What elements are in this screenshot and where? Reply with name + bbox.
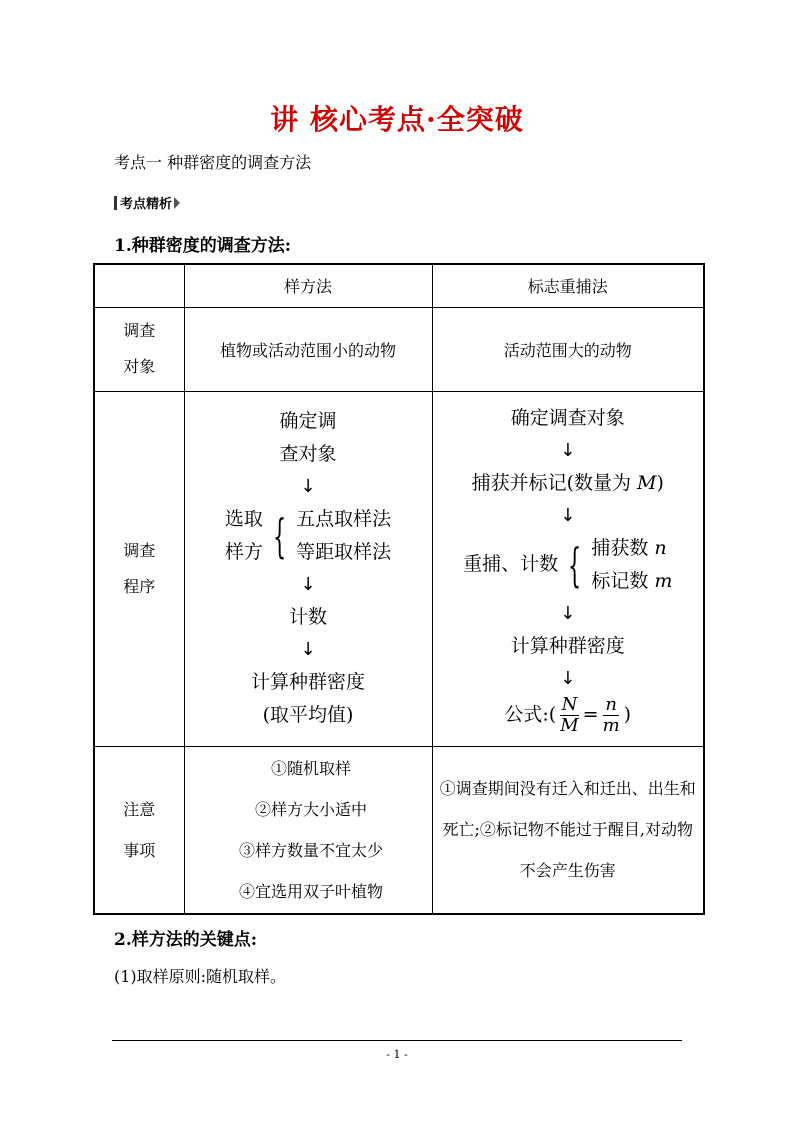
badge-arrow-icon — [174, 197, 180, 209]
down-arrow-icon: ↓ — [300, 476, 316, 497]
recapture-counts: 重捕、计数 { 捕获数 n 标记数 m — [463, 536, 673, 592]
paragraph-sampling-principle: (1)取样原则:随机取样。 — [114, 967, 287, 986]
procedure-quadrat: 确定调 查对象 ↓ 选取 样方 { 五点取样法 等距取样法 ↓ 计数 ↓ 计算种群密度 (取平均值) — [184, 391, 432, 746]
footer-divider — [112, 1040, 682, 1041]
row-label-object: 调查 对象 — [94, 307, 184, 391]
note-item: ④宜选用双子叶植物 — [238, 881, 383, 901]
badge-label: 考点精析 — [120, 197, 173, 212]
down-arrow-icon: ↓ — [560, 602, 576, 624]
badge-bar-icon — [114, 196, 117, 210]
notes-quadrat — [184, 746, 432, 914]
down-arrow-icon: ↓ — [300, 639, 316, 660]
density-formula: 公式:( $\frac{N}{M}$ = $\frac{n}{m}$ ) — [504, 693, 632, 736]
row-label-notes: 注意 事项 — [94, 746, 184, 914]
methods-table — [93, 263, 705, 915]
header-mark-recapture: 标志重捕法 — [432, 264, 704, 307]
sampling-methods: 选取 样方 { 五点取样法 等距取样法 — [224, 508, 392, 563]
down-arrow-icon: ↓ — [560, 439, 576, 461]
section-badge — [114, 193, 180, 212]
header-empty-cell — [94, 264, 184, 307]
brace-icon: { — [272, 509, 287, 563]
heading-key-points: 2.样方法的关键点: — [114, 930, 258, 950]
brace-icon: { — [568, 537, 582, 592]
procedure-mark-recapture: 确定调查对象 ↓ 捕获并标记(数量为 M) ↓ 重捕、计数 { 捕获数 n 标记数 m ↓ 计算种群密度 ↓ 公式:( $\frac{N}{M}$ = $\frac{n}{m}$ ) — [432, 391, 704, 746]
down-arrow-icon: ↓ — [560, 504, 576, 526]
down-arrow-icon: ↓ — [560, 667, 576, 689]
page-number: - 1 - — [386, 1048, 408, 1061]
down-arrow-icon: ↓ — [300, 574, 316, 595]
heading-methods: 1.种群密度的调查方法: — [114, 236, 292, 256]
note-item: ③样方数量不宜太少 — [238, 840, 383, 860]
row-label-procedure: 调查 程序 — [94, 391, 184, 746]
section-subtitle: 考点一 种群密度的调查方法 — [114, 153, 312, 172]
note-item: ②样方大小适中 — [254, 799, 367, 819]
object-quadrat: 植物或活动范围小的动物 — [184, 307, 432, 391]
notes-mark-recapture: ①调查期间没有迁入和迁出、出生和死亡;②标记物不能过于醒目,对动物不会产生伤害 — [432, 746, 704, 914]
object-mark-recapture: 活动范围大的动物 — [432, 307, 704, 391]
note-item: ①随机取样 — [270, 758, 351, 778]
header-quadrat: 样方法 — [184, 264, 432, 307]
page-title: 讲 核心考点·全突破 — [270, 103, 524, 136]
